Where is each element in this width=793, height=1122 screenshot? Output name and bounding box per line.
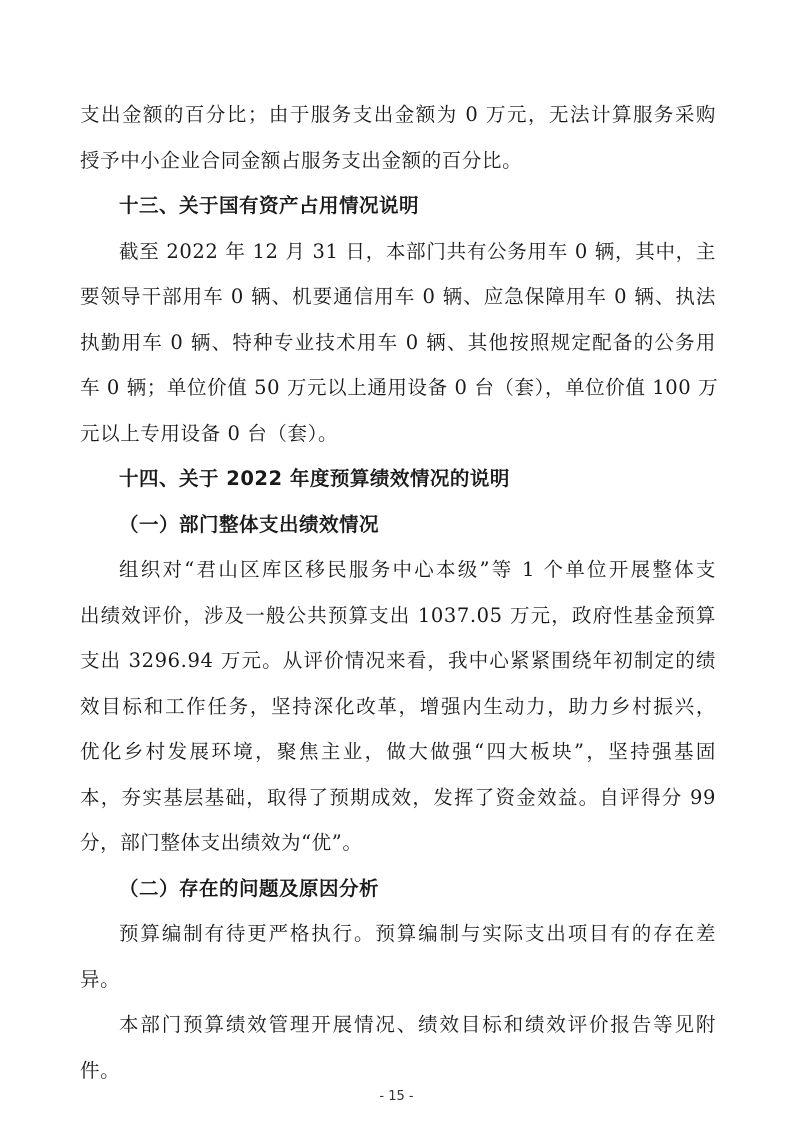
body-line: 支出金额的百分比；由于服务支出金额为 0 万元，无法计算服务采购 <box>80 103 716 126</box>
body-line: 异。 <box>80 968 121 991</box>
body-line: 执勤用车 0 辆、特种专业技术用车 0 辆、其他按照规定配备的公务用 <box>80 331 716 354</box>
body-line: 本部门预算绩效管理开展情况、绩效目标和绩效评价报告等见附 <box>119 1013 716 1036</box>
body-line: 分，部门整体支出绩效为“优”。 <box>80 831 363 854</box>
body-line: 截至 2022 年 12 月 31 日，本部门共有公务用车 0 辆，其中，主 <box>119 240 716 263</box>
section-heading-13: 十三、关于国有资产占用情况说明 <box>119 194 420 217</box>
section-heading-14: 十四、关于 2022 年度预算绩效情况的说明 <box>119 467 510 490</box>
subsection-heading-1: （一）部门整体支出绩效情况 <box>119 513 380 536</box>
body-line: 组织对“君山区库区移民服务中心本级”等 1 个单位开展整体支 <box>119 558 716 581</box>
body-line: 元以上专用设备 0 台（套）。 <box>80 422 339 445</box>
body-line: 出绩效评价，涉及一般公共预算支出 1037.05 万元，政府性基金预算 <box>80 604 716 627</box>
body-line: 预算编制有待更严格执行。预算编制与实际支出项目有的存在差 <box>119 922 716 945</box>
body-line: 要领导干部用车 0 辆、机要通信用车 0 辆、应急保障用车 0 辆、执法 <box>80 285 716 308</box>
body-line: 本，夯实基层基础，取得了预期成效，发挥了资金效益。自评得分 99 <box>80 786 716 809</box>
page-number: - 15 - <box>379 1089 414 1104</box>
body-line: 授予中小企业合同金额占服务支出金额的百分比。 <box>80 149 523 172</box>
body-line: 件。 <box>80 1059 121 1082</box>
body-line: 效目标和工作任务，坚持深化改革，增强内生动力，助力乡村振兴， <box>80 695 716 718</box>
subsection-heading-2: （二）存在的问题及原因分析 <box>119 877 380 900</box>
body-line: 车 0 辆；单位价值 50 万元以上通用设备 0 台（套），单位价值 100 万 <box>80 376 719 399</box>
body-line: 优化乡村发展环境，聚焦主业，做大做强“四大板块”，坚持强基固 <box>80 740 716 763</box>
body-line: 支出 3296.94 万元。从评价情况来看，我中心紧紧围绕年初制定的绩 <box>80 649 716 672</box>
